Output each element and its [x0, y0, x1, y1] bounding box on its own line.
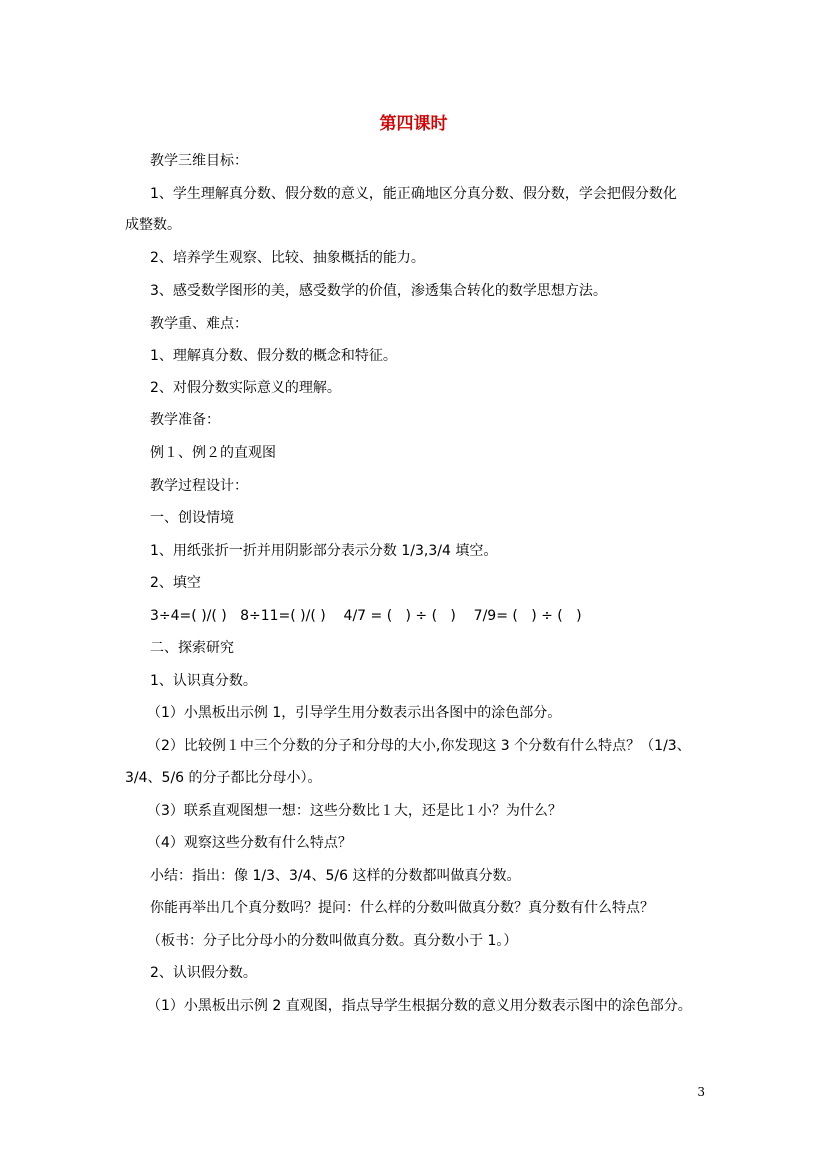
section-1-heading: 一、创设情境 — [150, 510, 234, 526]
goal-2: 2、培养学生观察、比较、抽象概括的能力。 — [150, 250, 425, 266]
subsection-improper-fractions: 2、认识假分数。 — [150, 965, 257, 981]
step-2-fill-blank: 2、填空 — [150, 575, 201, 591]
subsection-proper-fractions: 1、认识真分数。 — [150, 673, 257, 689]
key-point-2: 2、对假分数实际意义的理解。 — [150, 380, 341, 396]
proper-step-2-line-2: 3/4、5/6 的分子都比分母小）。 — [125, 770, 322, 786]
summary-proper-fractions: 小结：指出：像 1/3、3/4、5/6 这样的分数都叫做真分数。 — [150, 868, 521, 884]
heading-preparation: 教学准备： — [150, 412, 220, 428]
question-proper-fractions: 你能再举出几个真分数吗？提问：什么样的分数叫做真分数？真分数有什么特点？ — [150, 900, 654, 916]
board-note-proper-fractions: （板书：分子比分母小的分数叫做真分数。真分数小于 1。） — [147, 933, 518, 949]
preparation-item: 例１、例２的直观图 — [150, 445, 276, 461]
proper-step-2-line-1: （2）比较例１中三个分数的分子和分母的大小,你发现这 3 个分数有什么特点？（1/3、 — [147, 738, 691, 754]
goal-3: 3、感受数学图形的美，感受数学的价值，渗透集合转化的数学思想方法。 — [150, 283, 607, 299]
improper-step-1: （1）小黑板出示例 2 直观图，指点导学生根据分数的意义用分数表示图中的涂色部分。 — [147, 998, 692, 1014]
fill-blank-exercises: 3÷4=( )/( ) 8÷11=( )/( ) 4/7 = ( ) ÷ ( ) 7/9= ( ) ÷ ( ) — [150, 608, 582, 624]
heading-process: 教学过程设计： — [150, 478, 248, 494]
goal-1-line-2: 成整数。 — [125, 217, 181, 233]
heading-key-points: 教学重、难点： — [150, 316, 248, 332]
key-point-1: 1、理解真分数、假分数的概念和特征。 — [150, 348, 397, 364]
page-title: 第四课时 — [379, 114, 448, 134]
goal-1-line-1: 1、学生理解真分数、假分数的意义，能正确地区分真分数、假分数，学会把假分数化 — [150, 186, 677, 202]
proper-step-3: （3）联系直观图想一想：这些分数比１大，还是比１小？为什么？ — [147, 803, 562, 819]
section-2-heading: 二、探索研究 — [150, 640, 234, 656]
step-1-fold-paper: 1、用纸张折一折并用阴影部分表示分数 1/3,3/4 填空。 — [150, 543, 498, 559]
heading-teaching-goals: 教学三维目标： — [150, 153, 248, 169]
proper-step-4: （4）观察这些分数有什么特点？ — [147, 835, 352, 851]
page-number: 3 — [697, 1085, 705, 1099]
proper-step-1: （1）小黑板出示例 1，引导学生用分数表示出各图中的涂色部分。 — [147, 705, 562, 721]
